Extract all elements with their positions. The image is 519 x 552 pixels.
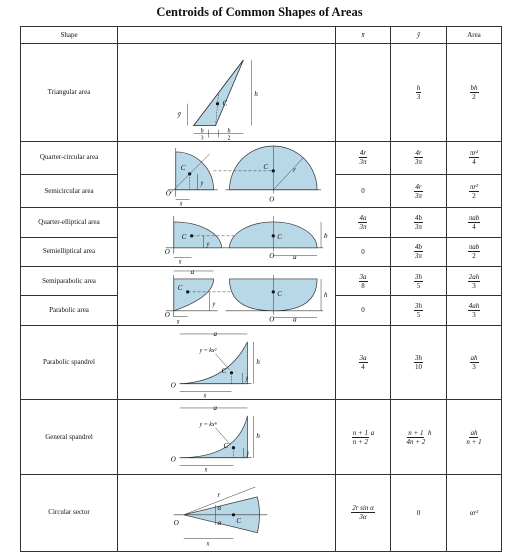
- header-ybar: ȳ: [391, 27, 447, 44]
- parabolic-diagram: [118, 267, 335, 325]
- cs-xbar-val: $\frac{\text{2r sin α}}{3\alpha}$: [336, 474, 391, 551]
- ell-o2: O: [269, 251, 275, 260]
- qc-area: $\frac{\text{πr²}}{4}$: [447, 141, 502, 174]
- se-area: $\frac{\text{πab}}{2}$: [447, 237, 502, 266]
- qe-area: $\frac{\text{πab}}{4}$: [447, 208, 502, 237]
- gs-eq: y = kxⁿ: [199, 422, 217, 429]
- tri-b3-label: b: [200, 128, 204, 135]
- pa-area: $\frac{4ah}{3}$: [447, 296, 502, 325]
- ps-h: h: [256, 357, 260, 366]
- gs-c: C: [223, 442, 229, 451]
- circ-c1: C: [180, 163, 186, 172]
- header-area: Area: [447, 27, 502, 44]
- tri-h-label: h: [254, 89, 258, 98]
- header-shape: Shape: [21, 27, 118, 44]
- header-row: [21, 27, 502, 44]
- cs-xbar: x̄: [206, 541, 210, 548]
- par-ybar: ȳ: [212, 301, 216, 308]
- ps-c: C: [221, 366, 227, 375]
- ps-ybar: ȳ: [245, 376, 249, 383]
- cs-a2: α: [217, 518, 222, 527]
- sc-xbar: 0: [336, 174, 391, 207]
- ps-a: a: [213, 329, 218, 338]
- shape-name: Semicircular area: [21, 174, 118, 207]
- shape-name: Quarter-circular area: [21, 141, 118, 174]
- sc-area: $\frac{\text{πr²}}{2}$: [447, 174, 502, 207]
- par-c2: C: [277, 289, 282, 298]
- shape-name: Parabolic spandrel: [21, 325, 118, 400]
- sp-area: $\frac{2ah}{3}$: [447, 266, 502, 295]
- circ-c2: C: [263, 162, 268, 171]
- circ-ybar: ȳ: [200, 180, 204, 187]
- shape-name: Circular sector: [21, 474, 118, 551]
- ell-c1: C: [181, 233, 187, 242]
- parabolic-spandrel-diagram: [118, 326, 335, 400]
- page-title: Centroids of Common Shapes of Areas: [156, 5, 363, 19]
- cs-r: r: [217, 490, 221, 499]
- ps-xbar: x̄: [203, 393, 207, 400]
- par-c1: C: [177, 283, 183, 292]
- ell-ybar: ȳ: [206, 242, 210, 249]
- shape-name: Quarter-elliptical area: [21, 208, 118, 237]
- gs-area-val: $\frac{ah}{n + 1}$: [447, 400, 502, 475]
- general-spandrel-diagram: [118, 400, 335, 474]
- circ-r: r: [293, 165, 296, 174]
- ell-a: a: [118, 208, 119, 210]
- triangle-figure: [118, 44, 336, 142]
- se-ybar: $\frac{4b}{3\pi}$: [391, 237, 447, 266]
- gs-ybar-val: $\frac{n + 1}{4n + 2}$ h: [391, 400, 447, 475]
- circular-figure: [118, 141, 336, 208]
- qe-ybar: $\frac{4b}{3\pi}$: [391, 208, 447, 237]
- tri-ybar-label: ȳ: [177, 110, 181, 119]
- shape-name: Semiparabolic area: [21, 266, 118, 295]
- ell-c2: C: [277, 233, 282, 242]
- gs-ybar: ȳ: [246, 452, 250, 459]
- gs-xbar-val: $\frac{n + 1}{n + 2}$ a: [336, 400, 391, 475]
- gs-h: h: [256, 432, 260, 441]
- row-quarter-circular: [21, 141, 502, 174]
- pa-xbar: 0: [336, 296, 391, 325]
- cs-o: O: [173, 518, 179, 527]
- ell-xbar: x̄: [178, 259, 182, 266]
- general-spandrel-figure: [118, 400, 336, 475]
- row-general-spandrel: [21, 400, 502, 475]
- qc-xbar: $\frac{4r}{3\pi}$: [336, 141, 391, 174]
- shape-name: Parabolic area: [21, 296, 118, 325]
- tri-b2-label: b: [227, 128, 231, 135]
- circular-sector-diagram: [118, 475, 335, 551]
- sp-xbar: $\frac{3a}{8}$: [336, 266, 391, 295]
- cs-c: C: [236, 516, 242, 525]
- header-xbar: x̄: [336, 27, 391, 44]
- ell-o1: O: [164, 248, 170, 257]
- shape-name: General spandrel: [21, 400, 118, 475]
- ell-b: b: [324, 232, 328, 241]
- header-figure: [118, 27, 336, 44]
- ps-o: O: [170, 381, 176, 390]
- gs-o: O: [170, 456, 176, 465]
- row-parabolic-spandrel: [21, 325, 502, 400]
- ps-area-val: $\frac{ah}{3}$: [447, 325, 502, 400]
- shape-name: Semielliptical area: [21, 237, 118, 266]
- ps-xbar-val: $\frac{3a}{4}$: [336, 325, 391, 400]
- sp-ybar: $\frac{3h}{5}$: [391, 266, 447, 295]
- gs-a: a: [213, 404, 218, 413]
- tri-xbar: [336, 44, 391, 142]
- tri-b2-den: 2: [227, 135, 231, 141]
- elliptical-diagram: [118, 208, 335, 266]
- gs-xbar: x̄: [204, 467, 208, 474]
- tri-area: $\frac{bh}{2}$: [447, 44, 502, 142]
- circ-o2: O: [269, 195, 275, 204]
- circ-o1: O: [165, 189, 171, 198]
- elliptical-figure: [118, 208, 336, 267]
- ps-ybar-val: $\frac{3h}{10}$: [391, 325, 447, 400]
- circular-sector-figure: [118, 474, 336, 551]
- tri-ybar: $\frac{h}{3}$: [391, 44, 447, 142]
- shape-name: Triangular area: [21, 44, 118, 142]
- parabolic-spandrel-figure: [118, 325, 336, 400]
- parabolic-figure: [118, 266, 336, 325]
- tri-c-label: C: [222, 99, 228, 108]
- tri-b3-den: 3: [200, 135, 204, 141]
- centroids-table: [20, 26, 502, 552]
- par-a: a: [190, 267, 195, 276]
- par-a2: a: [293, 315, 297, 324]
- qc-ybar: $\frac{4r}{3\pi}$: [391, 141, 447, 174]
- row-triangular: [21, 44, 502, 142]
- row-semiparabolic: [21, 266, 502, 295]
- par-o1: O: [164, 310, 170, 319]
- circ-xbar: x̄: [179, 201, 183, 208]
- triangle-diagram: [118, 44, 335, 141]
- row-circular-sector: [21, 474, 502, 551]
- par-o2: O: [269, 315, 275, 324]
- qe-xbar: $\frac{4a}{3\pi}$: [336, 208, 391, 237]
- cs-ybar-val: 0: [391, 474, 447, 551]
- cs-a1: α: [217, 503, 222, 512]
- par-h: h: [324, 290, 328, 299]
- sc-ybar: $\frac{4r}{3\pi}$: [391, 174, 447, 207]
- par-xbar: x̄: [176, 319, 180, 325]
- circular-diagram: [118, 142, 335, 208]
- row-quarter-elliptical: [21, 208, 502, 237]
- cs-area-val: αr²: [447, 474, 502, 551]
- se-xbar: 0: [336, 237, 391, 266]
- ps-eq: y = kx²: [199, 347, 217, 354]
- pa-ybar: $\frac{3h}{5}$: [391, 296, 447, 325]
- ell-a2: a: [293, 252, 297, 261]
